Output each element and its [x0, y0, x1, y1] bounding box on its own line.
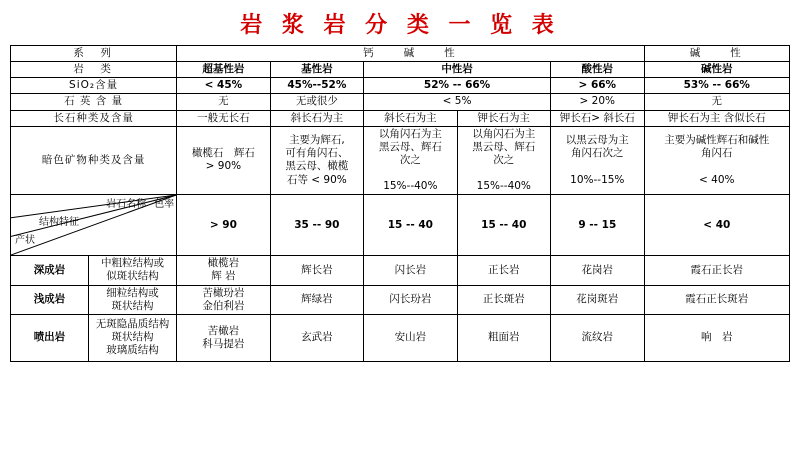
structure-plutonic: 中粗粒结构或 似斑状结构 — [88, 256, 176, 285]
rock-volcanic-intermediate-1: 安山岩 — [364, 314, 457, 361]
rock-plutonic-intermediate-2: 正长岩 — [457, 256, 550, 285]
structure-volcanic: 无斑隐晶质结构 斑状结构 玻璃质结构 — [88, 314, 176, 361]
occurrence-plutonic: 深成岩 — [11, 256, 89, 285]
table-row-rock-class — [11, 62, 790, 78]
feldspar-intermediate-1: 斜长石为主 — [364, 110, 457, 126]
rock-hypabyssal-basic: 辉绿岩 — [270, 285, 363, 314]
rock-plutonic-ultrabasic: 橄榄岩 辉 岩 — [177, 256, 270, 285]
row-label-feldspar: 长石种类及含量 — [11, 110, 177, 126]
row-label-sio2: SiO₂含量 — [11, 78, 177, 94]
rock-plutonic-basic: 辉长岩 — [270, 256, 363, 285]
series-label: 系 列 — [11, 46, 177, 62]
group-calc-alkaline: 钙 碱 性 — [177, 46, 644, 62]
rock-volcanic-alkaline: 响 岩 — [644, 314, 789, 361]
color-index-alkaline: < 40 — [644, 195, 789, 256]
class-intermediate: 中性岩 — [364, 62, 551, 78]
feldspar-intermediate-2: 钾长石为主 — [457, 110, 550, 126]
mafic-basic: 主要为辉石, 可有角闪石、 黑云母、橄榄 石等 < 90% — [270, 126, 363, 195]
table-row-sio2 — [11, 78, 790, 94]
color-index-intermediate-1: 15 -- 40 — [364, 195, 457, 256]
mafic-acidic: 以黑云母为主 角闪石次之 10%--15% — [551, 126, 645, 195]
color-index-intermediate-2: 15 -- 40 — [457, 195, 550, 256]
group-alkaline: 碱 性 — [644, 46, 789, 62]
sio2-ultrabasic: < 45% — [177, 78, 270, 94]
row-label-quartz: 石 英 含 量 — [11, 94, 177, 110]
sio2-basic: 45%--52% — [270, 78, 363, 94]
rock-plutonic-alkaline: 霞石正长岩 — [644, 256, 789, 285]
feldspar-basic: 斜长石为主 — [270, 110, 363, 126]
label-structure: 结构特征 — [39, 217, 79, 229]
occurrence-volcanic: 喷出岩 — [11, 314, 89, 361]
class-ultrabasic: 超基性岩 — [177, 62, 270, 78]
class-alkaline: 碱性岩 — [644, 62, 789, 78]
rock-volcanic-ultrabasic: 苦橄岩 科马提岩 — [177, 314, 270, 361]
rock-hypabyssal-intermediate-1: 闪长玢岩 — [364, 285, 457, 314]
table-row-quartz — [11, 94, 790, 110]
quartz-alkaline: 无 — [644, 94, 789, 110]
rock-plutonic-acidic: 花岗岩 — [551, 256, 645, 285]
feldspar-ultrabasic: 一般无长石 — [177, 110, 270, 126]
sio2-alkaline: 53% -- 66% — [644, 78, 789, 94]
table-row-color-index — [11, 195, 790, 256]
quartz-basic: 无或很少 — [270, 94, 363, 110]
classification-table — [10, 45, 790, 362]
class-basic: 基性岩 — [270, 62, 363, 78]
structure-hypabyssal: 细粒结构或 斑状结构 — [88, 285, 176, 314]
quartz-ultrabasic: 无 — [177, 94, 270, 110]
rock-plutonic-intermediate-1: 闪长岩 — [364, 256, 457, 285]
mafic-alkaline: 主要为碱性辉石和碱性 角闪石 < 40% — [644, 126, 789, 195]
label-color-index: 色率 — [154, 199, 175, 211]
diagonal-lines — [11, 195, 176, 255]
table-row-volcanic — [11, 314, 790, 361]
sio2-acidic: > 66% — [551, 78, 645, 94]
rock-hypabyssal-intermediate-2: 正长斑岩 — [457, 285, 550, 314]
table-row-plutonic — [11, 256, 790, 285]
label-rock-name: 岩石名称 — [106, 199, 147, 211]
rock-volcanic-basic: 玄武岩 — [270, 314, 363, 361]
rock-volcanic-intermediate-2: 粗面岩 — [457, 314, 550, 361]
sio2-intermediate: 52% -- 66% — [364, 78, 551, 94]
quartz-intermediate: < 5% — [364, 94, 551, 110]
table-row-series — [11, 46, 790, 62]
rock-class-label: 岩 类 — [11, 62, 177, 78]
occurrence-hypabyssal: 浅成岩 — [11, 285, 89, 314]
row-label-mafic: 暗色矿物种类及含量 — [11, 126, 177, 195]
color-index-basic: 35 -- 90 — [270, 195, 363, 256]
rock-hypabyssal-acidic: 花岗斑岩 — [551, 285, 645, 314]
table-row-feldspar — [11, 110, 790, 126]
rock-volcanic-acidic: 流纹岩 — [551, 314, 645, 361]
mafic-ultrabasic: 橄榄石 辉石 > 90% — [177, 126, 270, 195]
color-index-acidic: 9 -- 15 — [551, 195, 645, 256]
table-row-hypabyssal — [11, 285, 790, 314]
color-index-ultrabasic: > 90 — [177, 195, 270, 256]
rock-hypabyssal-ultrabasic: 苦橄玢岩 金伯利岩 — [177, 285, 270, 314]
diagonal-header-cell — [11, 195, 177, 256]
mafic-intermediate-1: 以角闪石为主 黑云母、辉石 次之 15%--40% — [364, 126, 457, 195]
feldspar-alkaline: 钾长石为主 含似长石 — [644, 110, 789, 126]
feldspar-acidic: 钾长石> 斜长石 — [551, 110, 645, 126]
class-acidic: 酸性岩 — [551, 62, 645, 78]
rock-hypabyssal-alkaline: 霞石正长斑岩 — [644, 285, 789, 314]
label-occurrence: 产状 — [15, 235, 35, 247]
mafic-intermediate-2: 以角闪石为主 黑云母、辉石 次之 15%--40% — [457, 126, 550, 195]
table-row-mafic — [11, 126, 790, 195]
page-title: 岩 浆 岩 分 类 一 览 表 — [240, 12, 560, 38]
quartz-acidic: > 20% — [551, 94, 645, 110]
